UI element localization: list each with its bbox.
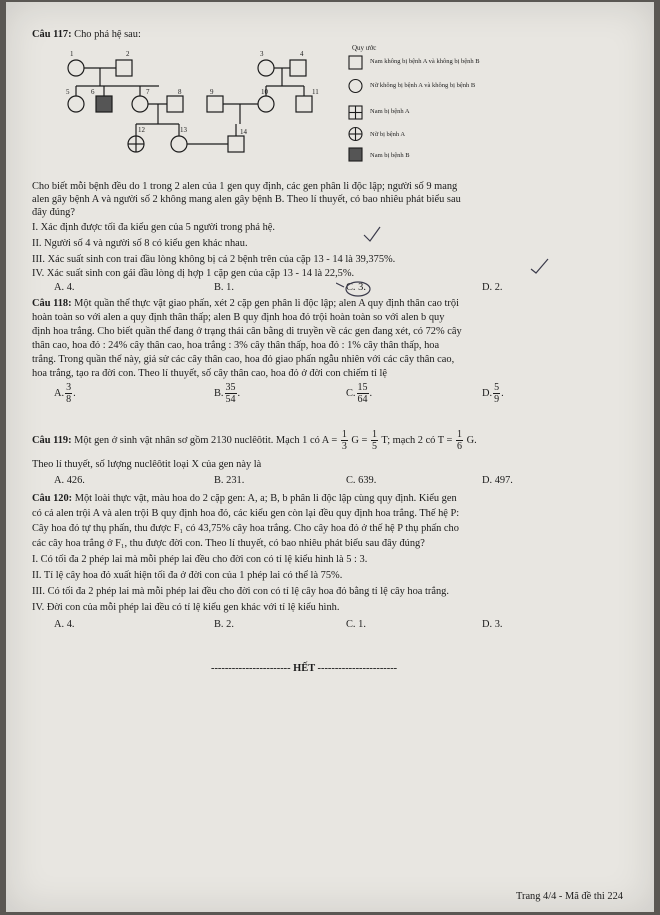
check-mark-icon	[364, 227, 380, 241]
q118-label: Câu 118:	[32, 298, 72, 309]
frac-num: 15	[357, 382, 368, 393]
q119-option-a[interactable]: A. 426.	[54, 475, 85, 486]
frac-den: 6	[457, 441, 463, 453]
q119-option-c[interactable]: C. 639.	[346, 475, 377, 486]
person-3-female	[258, 60, 274, 76]
q120-line-2: có cả alen trội A và alen trội B quy định hoa đỏ, các kiểu gen còn lại đều quy định hoa trắng. Thế hệ P:	[32, 508, 460, 519]
num-8: 8	[178, 88, 182, 96]
q120-line-3: Cây hoa đỏ tự thụ phấn, thu được F₁ có 43,75% cây hoa trắng. Cho cây hoa đỏ ở thế hệ P thụ phấn cho	[32, 523, 459, 534]
q120-statement-3: III. Có tối đa 2 phép lai mà mỗi phép lai đều cho đời con có tỉ lệ cây hoa đỏ bằng tỉ lệ cây hoa trắng.	[32, 586, 449, 597]
q120-line-1	[32, 492, 457, 505]
num-14: 14	[240, 128, 247, 136]
legend-male-disease-b-icon	[349, 148, 362, 161]
handwritten-marks	[336, 217, 576, 302]
q117-option-d[interactable]: D. 2.	[482, 282, 503, 293]
frac-den: 3	[341, 441, 347, 453]
legend-text-5: Nam bị bệnh B	[370, 152, 410, 159]
q117-option-c[interactable]: C. 3.	[346, 282, 366, 293]
num-2: 2	[126, 50, 130, 58]
frac-num: 3	[66, 382, 72, 393]
frac-num: 35	[225, 382, 236, 393]
option-letter: B.	[214, 387, 224, 399]
q120-statement-1: I. Có tối đa 2 phép lai mà mỗi phép lai đều cho đời con có tỉ lệ kiểu hình là 5 : 3.	[32, 554, 368, 565]
q118-option-a[interactable]: A. $\frac{3}{8}$ .	[54, 382, 76, 405]
q117-heading	[32, 28, 141, 41]
end-marker: ----------------------- HẾT -----------------------	[211, 663, 398, 674]
q120-statement-4: IV. Đời con của mỗi phép lai đều có tỉ lệ kiểu gen khác với tỉ lệ kiểu hình.	[32, 602, 340, 613]
q118-line-2: hoàn toàn so với alen a quy định thân thấp; alen B quy định hoa đỏ trội hoàn toàn so với alen b quy	[32, 312, 445, 323]
frac-den: 5	[372, 441, 377, 453]
q120-option-d[interactable]: D. 3.	[482, 619, 503, 630]
legend-male-healthy-icon	[349, 56, 362, 69]
check-mark-icon	[531, 259, 548, 273]
q117-label: Câu 117:	[32, 29, 72, 40]
num-13: 13	[180, 126, 187, 134]
legend-text-1: Nam không bị bệnh A và không bị bệnh B	[370, 58, 480, 65]
exam-page	[6, 2, 654, 912]
person-5-female	[68, 96, 84, 112]
legend-symbols	[346, 54, 366, 164]
q119-text-c: T; mạch 2 có T =	[381, 435, 453, 446]
frac-num: 1	[457, 429, 463, 441]
q117-statement-2: II. Người số 4 và người số 8 có kiểu gen khác nhau.	[32, 238, 248, 249]
q118-option-c[interactable]: C. $\frac{15}{64}$ .	[346, 382, 373, 405]
q119-text-d: G.	[466, 435, 477, 446]
num-7: 7	[146, 88, 150, 96]
person-11-male	[296, 96, 312, 112]
person-1-female	[68, 60, 84, 76]
q119-text-b: G =	[351, 435, 368, 446]
frac-num: 1	[341, 429, 347, 441]
q118-line-4: thân cao, hoa đỏ : 24% cây thân cao, hoa trắng : 3% cây thân thấp, hoa đỏ : 1% cây thân thấp, hoa	[32, 340, 440, 351]
q117-statement-3: III. Xác suất sinh con trai đầu lòng không bị cả 2 bệnh trên của cặp 13 - 14 là 39,375%.	[32, 254, 396, 265]
q117-statement-1: I. Xác định được tối đa kiểu gen của 5 người trong phả hệ.	[32, 222, 275, 233]
frac-den: 9	[494, 394, 500, 405]
num-6: 6	[91, 88, 95, 96]
pedigree-chart	[54, 44, 334, 174]
person-9-male	[207, 96, 223, 112]
num-10: 10	[261, 88, 268, 96]
person-4-male	[290, 60, 306, 76]
q118-option-b[interactable]: B. $\frac{35}{54}$ .	[214, 382, 241, 405]
q120-option-a[interactable]: A. 4.	[54, 619, 75, 630]
q118-option-d[interactable]: D. $\frac{5}{9}$ .	[482, 382, 504, 405]
q117-intro: Cho phả hệ sau:	[74, 29, 141, 40]
q119-option-b[interactable]: B. 231.	[214, 475, 245, 486]
q118-text-1: Một quần thể thực vật giao phấn, xét 2 cặp gen phân li độc lập; alen A quy định thân cao trội	[74, 298, 459, 309]
q119-label: Câu 119:	[32, 435, 72, 446]
q117-option-a[interactable]: A. 4.	[54, 282, 75, 293]
q118-line-5: trắng. Trong quần thể này, giả sử các cây thân cao, hoa đỏ giao phấn ngẫu nhiên với các cây thân cao,	[32, 354, 455, 365]
q117-option-b[interactable]: B. 1.	[214, 282, 234, 293]
q118-line-6: hoa trắng, tạo ra đời con. Theo lí thuyết, số cây thân cao, hoa đỏ ở đời con chiếm tỉ lệ	[32, 368, 388, 379]
q119-text-a: Một gen ở sinh vật nhân sơ gồm 2130 nuclêôtit. Mạch 1 có A =	[74, 435, 338, 446]
option-letter: C.	[346, 387, 356, 399]
q120-statement-2: II. Tỉ lệ cây hoa đỏ xuất hiện tối đa ở đời con của 1 phép lai có thể là 75%.	[32, 570, 343, 581]
legend-text-2: Nữ không bị bệnh A và không bị bệnh B	[370, 82, 476, 89]
q120-text-1: Một loài thực vật, màu hoa do 2 cặp gen: A, a; B, b phân li độc lập cùng quy định. Kiểu gen	[74, 493, 457, 504]
num-9: 9	[210, 88, 214, 96]
person-6-male-disease-b	[96, 96, 112, 112]
page-footer: Trang 4/4 - Mã đề thi 224	[516, 891, 623, 902]
legend-text-3: Nam bị bệnh A	[370, 108, 410, 115]
person-2-male	[116, 60, 132, 76]
person-10-female	[258, 96, 274, 112]
frac-den: 54	[225, 394, 236, 405]
q119-line-2: Theo lí thuyết, số lượng nuclêôtit loại X của gen này là	[32, 459, 262, 470]
person-13-female	[171, 136, 187, 152]
num-11: 11	[312, 88, 319, 96]
q119-line-1	[32, 428, 477, 454]
q120-line-4: các cây hoa trắng ở F₁, thu được đời con. Theo lí thuyết, có bao nhiêu phát biểu sau đây đúng?	[32, 538, 425, 549]
legend-female-healthy-icon	[349, 80, 362, 93]
num-4: 4	[300, 50, 304, 58]
frac-num: 1	[372, 429, 377, 441]
check-mark-icon	[336, 283, 344, 287]
circled-answer-mark	[346, 282, 370, 296]
q117-text-line-2: alen gây bệnh A và người số 2 không mang alen gây bệnh B. Theo lí thuyết, có bao nhiêu phát biểu sau	[32, 194, 461, 205]
q117-statement-4: IV. Xác suất sinh con gái đầu lòng dị hợp 1 cặp gen của cặp 13 - 14 là 22,5%.	[32, 268, 355, 279]
legend-text-4: Nữ bị bệnh A	[370, 131, 406, 138]
option-letter: A.	[54, 387, 65, 399]
option-letter: D.	[482, 387, 493, 399]
frac-den: 64	[357, 394, 368, 405]
person-14-male	[228, 136, 244, 152]
q117-text-line-1: Cho biết mỗi bệnh đều do 1 trong 2 alen của 1 gen quy định, các gen phân li độc lập; người số 9 mang	[32, 181, 458, 192]
q120-option-c[interactable]: C. 1.	[346, 619, 366, 630]
q120-label: Câu 120:	[32, 493, 73, 504]
q120-option-b[interactable]: B. 2.	[214, 619, 234, 630]
num-1: 1	[70, 50, 74, 58]
num-5: 5	[66, 88, 70, 96]
frac-den: 8	[66, 394, 72, 405]
q118-line-3: định hoa trắng. Cho biết quần thể đang ở trạng thái cân bằng di truyền về các gen đang xét, có 72% cây	[32, 326, 462, 337]
frac-num: 5	[494, 382, 500, 393]
q117-text-line-3: đây đúng?	[32, 207, 75, 218]
num-12: 12	[138, 126, 145, 134]
person-7-female	[132, 96, 148, 112]
q118-line-1	[32, 297, 459, 310]
q119-option-d[interactable]: D. 497.	[482, 475, 513, 486]
num-3: 3	[260, 50, 264, 58]
person-8-male	[167, 96, 183, 112]
legend-title: Quy ước	[352, 44, 377, 52]
